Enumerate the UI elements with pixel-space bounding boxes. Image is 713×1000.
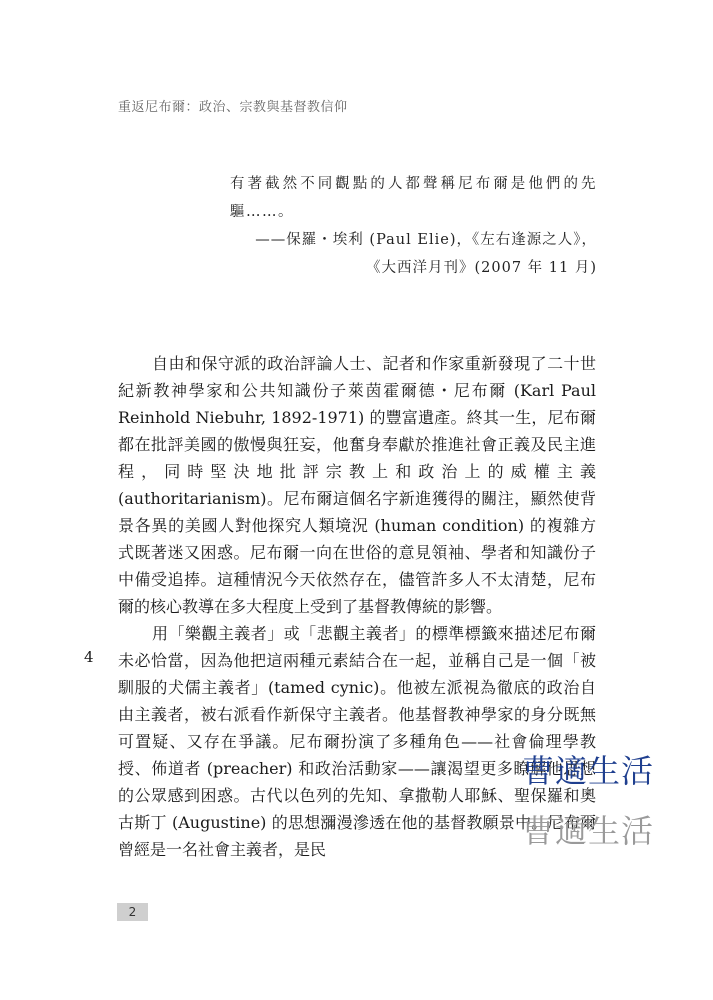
page-number: 2 (117, 903, 148, 921)
watermark-secondary: 曹適生活 (522, 812, 655, 850)
epigraph-quote-line2: 驅……。 (230, 204, 294, 220)
paragraph-1: 自由和保守派的政治評論人士、記者和作家重新發現了二十世紀新教神學家和公共知識份子萊茵霍爾德・尼布爾 (Karl Paul Reinhold Niebuhr, 1892-1971) 的豐富遺產。終其一生，尼布爾都在批評美國的傲慢與狂妄，他奮身奉獻於推進社會正義及民主進程，同時堅決地批評宗教上和政治上的威權主義 (authoritarianism)。尼布爾這個名字新進獲得的關注，顯然使背景各異的美國人對他探究人類境況 (human condition) 的複雜方式既著迷又困惑。尼布爾一向在世俗的意見領袖、學者和知識份子中備受追捧。這種情況今天依然存在，儘管許多人不太清楚，尼布爾的核心教導在多大程度上受到了基督教傳統的影響。 (118, 354, 596, 616)
paragraph-2: 用「樂觀主義者」或「悲觀主義者」的標準標籤來描述尼布爾未必恰當，因為他把這兩種元素結合在一起，並稱自己是一個「被馴服的犬儒主義者」(tamed cynic)。他被左派視為徹底的政治自由主義者，被右派看作新保守主義者。他基督教神學家的身分既無可置疑、又存在爭議。尼布爾扮演了多種角色——社會倫理學教授、佈道者 (preacher) 和政治活動家——讓渴望更多瞭解他思想的公眾感到困惑。古代以色列的先知、拿撒勒人耶穌、聖保羅和奧古斯丁 (Augustine) 的思想瀰漫滲透在他的基督教願景中。尼布爾曾經是一名社會主義者，是民 (118, 624, 596, 859)
epigraph (230, 170, 597, 282)
epigraph-attribution-line1: ——保羅・埃利 (Paul Elie)，《左右逢源之人》， (255, 232, 597, 248)
epigraph-quote-line1: 有著截然不同觀點的人都聲稱尼布爾是他們的先 (230, 176, 597, 192)
running-header: 重返尼布爾：政治、宗教與基督教信仰 (118, 100, 348, 115)
margin-note-number: 4 (84, 648, 94, 666)
watermark-primary: 曹適生活 (522, 752, 655, 790)
epigraph-attribution-line2: 《大西洋月刊》(2007 年 11 月) (366, 260, 597, 276)
